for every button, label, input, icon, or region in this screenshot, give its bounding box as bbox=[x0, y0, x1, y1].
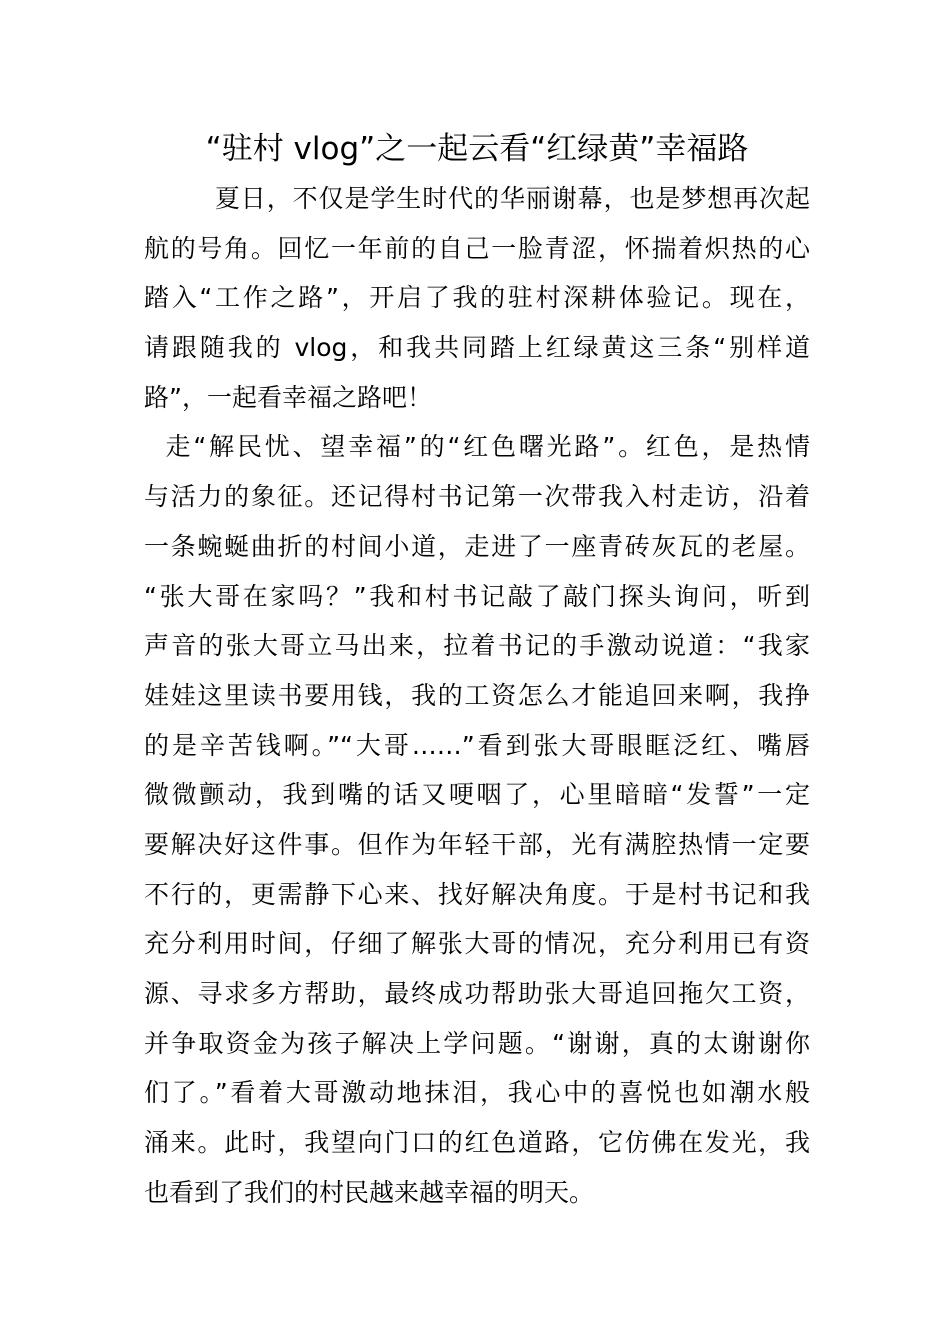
body-line: 的是辛苦钱啊。”“大哥……”看到张大哥眼眶泛红、嘴唇 bbox=[144, 730, 810, 760]
body-line: 源、寻求多方帮助，最终成功帮助张大哥追回拖欠工资， bbox=[144, 979, 810, 1008]
body-line: 踏入“工作之路”，开启了我的驻村深耕体验记。现在， bbox=[144, 283, 810, 313]
body-line: 要解决好这件事。但作为年轻干部，光有满腔热情一定要 bbox=[144, 829, 810, 859]
body-line: 并争取资金为孩子解决上学问题。“谢谢，真的太谢谢你 bbox=[144, 1028, 810, 1058]
body-line: 航的号角。回忆一年前的自己一脸青涩，怀揣着炽热的心 bbox=[144, 233, 810, 263]
body-line: 娃娃这里读书要用钱，我的工资怎么才能追回来啊，我挣 bbox=[144, 680, 810, 710]
body-line: 们了。”看着大哥激动地抹泪，我心中的喜悦也如潮水般 bbox=[144, 1078, 810, 1108]
body-line: “张大哥在家吗？”我和村书记敲了敲门探头询问，听到 bbox=[144, 581, 810, 611]
body-line: 微微颤动，我到嘴的话又哽咽了，心里暗暗“发誓”一定 bbox=[144, 780, 810, 810]
body-line: 与活力的象征。还记得村书记第一次带我入村走访，沿着 bbox=[144, 482, 810, 512]
document-body bbox=[144, 174, 810, 1217]
body-line: 涌来。此时，我望向门口的红色道路，它仿佛在发光，我 bbox=[144, 1128, 810, 1158]
body-line: 不行的，更需静下心来、找好解决角度。于是村书记和我 bbox=[144, 879, 810, 909]
body-line: 充分利用时间，仔细了解张大哥的情况，充分利用已有资 bbox=[144, 929, 810, 959]
body-line: 走“解民忧、望幸福”的“红色曙光路”。红色，是热情 bbox=[144, 432, 810, 462]
document-title: “驻村 vlog”之一起云看“红绿黄”幸福路 bbox=[205, 131, 749, 167]
body-line: 路”，一起看幸福之路吧！ bbox=[144, 382, 432, 412]
body-line: 请跟随我的 vlog，和我共同踏上红绿黄这三条“别样道 bbox=[144, 333, 810, 363]
body-line: 也看到了我们的村民越来越幸福的明天。 bbox=[144, 1177, 595, 1207]
body-line: 声音的张大哥立马出来，拉着书记的手激动说道：“我家 bbox=[144, 631, 810, 661]
body-line: 一条蜿蜒曲折的村间小道，走进了一座青砖灰瓦的老屋。 bbox=[144, 531, 810, 561]
body-line: 夏日，不仅是学生时代的华丽谢幕，也是梦想再次起 bbox=[144, 184, 810, 213]
